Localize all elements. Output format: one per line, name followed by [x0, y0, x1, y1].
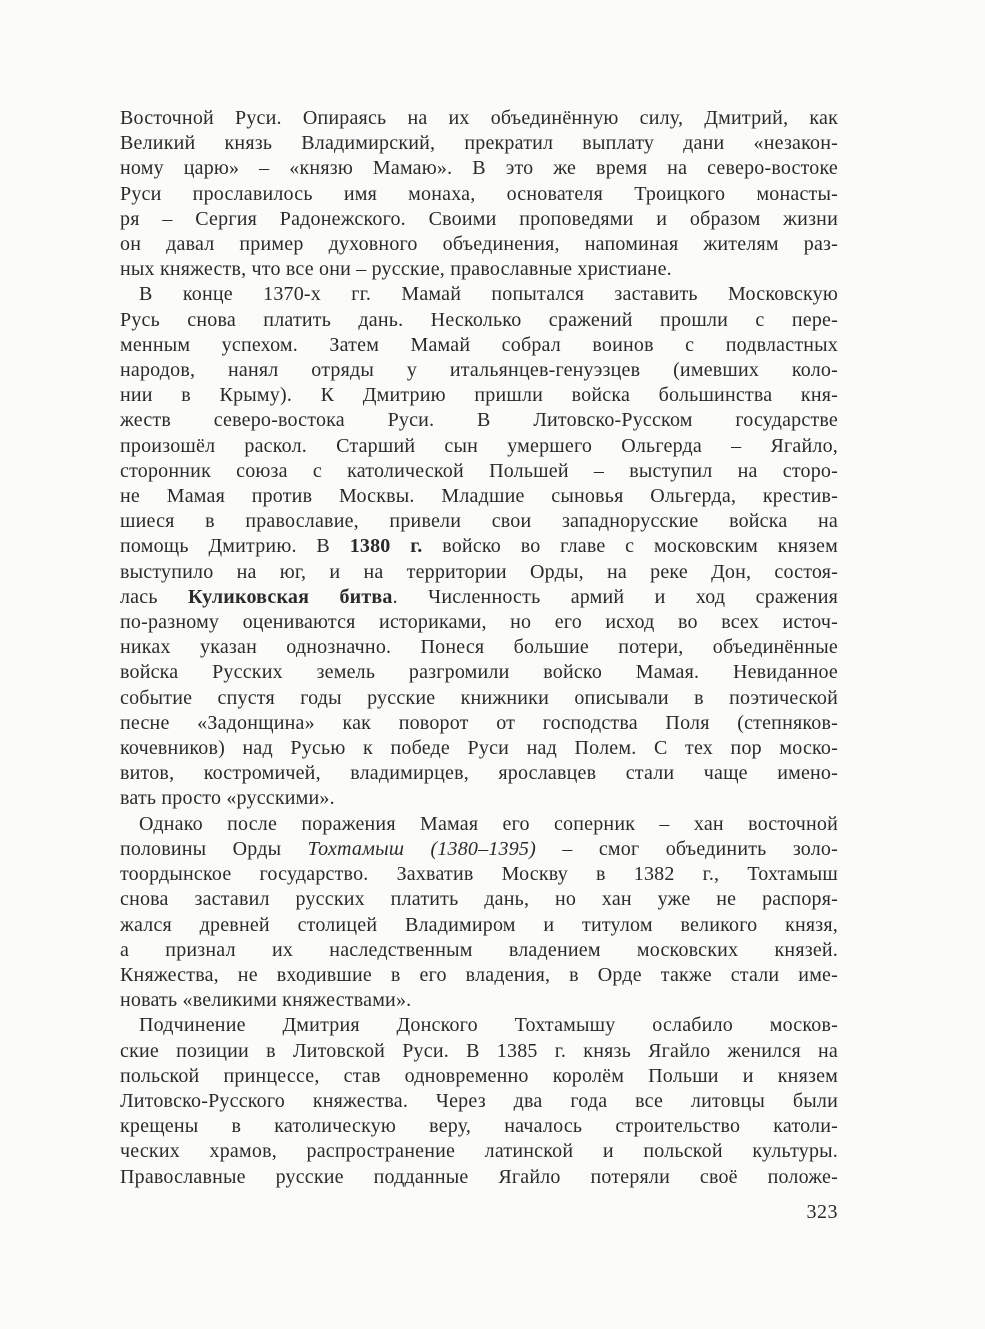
text-line — [120, 1013, 838, 1038]
text-line — [120, 534, 838, 559]
paragraph — [120, 282, 838, 811]
text-segment: кочевников) над Русью к победе Руси над Полем. С тех пор моско- — [120, 737, 838, 760]
text-line — [120, 913, 838, 938]
text-segment: менным успехом. Затем Мамай собрал воинов с подвластных — [120, 333, 838, 356]
text-line — [120, 837, 838, 862]
text-segment: . Численность армий и ход сражения — [392, 585, 838, 608]
text-segment: половины Орды — [120, 837, 308, 860]
text-segment: войска Русских земель разгромили войско Мамая. Невиданное — [120, 661, 838, 684]
text-segment: ря – Сергия Радонежского. Своими проповедями и образом жизни — [120, 207, 838, 230]
text-segment: вать просто «русскими». — [120, 787, 335, 810]
paragraph — [120, 106, 838, 282]
text-line — [120, 509, 838, 534]
page-number: 323 — [806, 1201, 838, 1223]
text-segment: Великий князь Владимирский, прекратил выплату дани «незакон- — [120, 132, 838, 155]
text-line — [120, 383, 838, 408]
text-line — [120, 358, 838, 383]
text-segment: он давал пример духовного объединения, напоминая жителям раз- — [120, 233, 838, 256]
text-line — [120, 1165, 838, 1190]
text-line — [120, 686, 838, 711]
text-segment: жеств северо-востока Руси. В Литовско-Русском государстве — [120, 409, 838, 432]
text-segment: по-разному оцениваются историками, но его исход во всех источ- — [120, 611, 838, 634]
text-line — [120, 938, 838, 963]
text-segment: ных княжеств, что все они – русские, православные христиане. — [120, 258, 672, 281]
text-segment: ческих храмов, распространение латинской и польской культуры. — [120, 1140, 838, 1163]
text-segment: Княжества, не входившие в его владения, в Орде также стали име- — [120, 963, 838, 986]
text-line — [120, 333, 838, 358]
text-line — [120, 207, 838, 232]
text-line — [120, 1064, 838, 1089]
text-segment: выступило на юг, и на территории Орды, на реке Дон, состоя- — [120, 560, 838, 583]
text-line — [120, 963, 838, 988]
text-segment: ному царю» – «князю Мамаю». В это же время на северо-востоке — [120, 157, 838, 180]
text-line — [120, 560, 838, 585]
text-line — [120, 282, 838, 307]
text-line — [120, 156, 838, 181]
text-segment: войско во главе с московским князем — [422, 535, 838, 558]
text-segment: крещены в католическую веру, началось строительство католи- — [120, 1115, 838, 1138]
text-segment: произошёл раскол. Старший сын умершего Ольгерда – Ягайло, — [120, 434, 838, 457]
text-segment: событие спустя годы русские книжники описывали в поэтической — [120, 686, 838, 709]
text-line — [120, 1139, 838, 1164]
text-line — [120, 711, 838, 736]
text-line — [120, 786, 838, 811]
text-segment: Подчинение Дмитрия Донского Тохтамышу ослабило москов- — [139, 1014, 838, 1037]
text-line — [120, 484, 838, 509]
paragraph — [120, 812, 838, 1014]
bold-text: 1380 г. — [349, 535, 423, 558]
italic-text: Тохтамыш (1380–1395) — [307, 837, 536, 860]
text-line — [120, 232, 838, 257]
text-segment: сторонник союза с католической Польшей – выступил на сторо- — [120, 459, 838, 482]
text-segment: народов, нанял отряды у итальянцев-генуэзцев (имевших коло- — [120, 359, 838, 382]
text-line — [120, 761, 838, 786]
text-segment: снова заставил русских платить дань, но хан уже не распоря- — [120, 888, 838, 911]
text-line — [120, 1039, 838, 1064]
text-segment: помощь Дмитрию. В — [120, 535, 350, 558]
text-line — [120, 610, 838, 635]
text-line — [120, 1089, 838, 1114]
text-segment: Литовско-Русского княжества. Через два года все литовцы были — [120, 1089, 838, 1112]
bold-text: Куликовская битва — [187, 585, 393, 608]
text-line — [120, 887, 838, 912]
text-line — [120, 988, 838, 1013]
text-line — [120, 585, 838, 610]
text-segment: а признал их наследственным владением московских князей. — [120, 938, 838, 961]
text-segment: Однако после поражения Мамая его соперник – хан восточной — [139, 812, 838, 835]
text-line — [120, 812, 838, 837]
text-segment: тоордынское государство. Захватив Москву в 1382 г., Тохтамыш — [120, 863, 838, 886]
text-segment: Руси прославилось имя монаха, основателя Троицкого монасты- — [120, 182, 838, 205]
paragraph — [120, 1013, 838, 1189]
text-segment: Восточной Руси. Опираясь на их объединённую силу, Дмитрий, как — [120, 107, 838, 129]
text-line — [120, 635, 838, 660]
text-line — [120, 131, 838, 156]
page-text — [120, 106, 838, 1190]
text-segment: жался древней столицей Владимиром и титулом великого князя, — [120, 913, 838, 936]
text-segment: никах указан однозначно. Понеся большие потери, объединённые — [120, 636, 838, 659]
text-line — [120, 182, 838, 207]
text-segment: нии в Крыму). К Дмитрию пришли войска большинства кня- — [120, 384, 838, 407]
text-segment: Православные русские подданные Ягайло потеряли своё положе- — [120, 1165, 838, 1188]
text-segment: витов, костромичей, владимирцев, ярославцев стали чаще имено- — [120, 762, 838, 785]
text-line — [120, 257, 838, 282]
text-segment: лась — [120, 585, 188, 608]
text-line — [120, 434, 838, 459]
text-segment: ские позиции в Литовской Руси. В 1385 г. князь Ягайло женился на — [120, 1039, 838, 1062]
text-line — [120, 459, 838, 484]
text-line — [120, 408, 838, 433]
text-line — [120, 660, 838, 685]
text-segment: Русь снова платить дань. Несколько сражений прошли с пере- — [120, 308, 838, 331]
text-segment: В конце 1370-х гг. Мамай попытался заставить Московскую — [139, 283, 838, 306]
text-line — [120, 308, 838, 333]
text-segment: новать «великими княжествами». — [120, 989, 412, 1012]
text-segment: не Мамая против Москвы. Младшие сыновья Ольгерда, крестив- — [120, 485, 838, 508]
text-line — [120, 862, 838, 887]
text-line — [120, 1114, 838, 1139]
text-segment: – смог объединить золо- — [535, 837, 838, 860]
text-line — [120, 736, 838, 761]
text-segment: шиеся в православие, привели свои западнорусские войска на — [120, 510, 838, 533]
text-line — [120, 106, 838, 131]
text-segment: польской принцессе, став одновременно королём Польши и князем — [120, 1064, 838, 1087]
text-segment: песне «Задонщина» как поворот от господства Поля (степняков- — [120, 711, 838, 734]
